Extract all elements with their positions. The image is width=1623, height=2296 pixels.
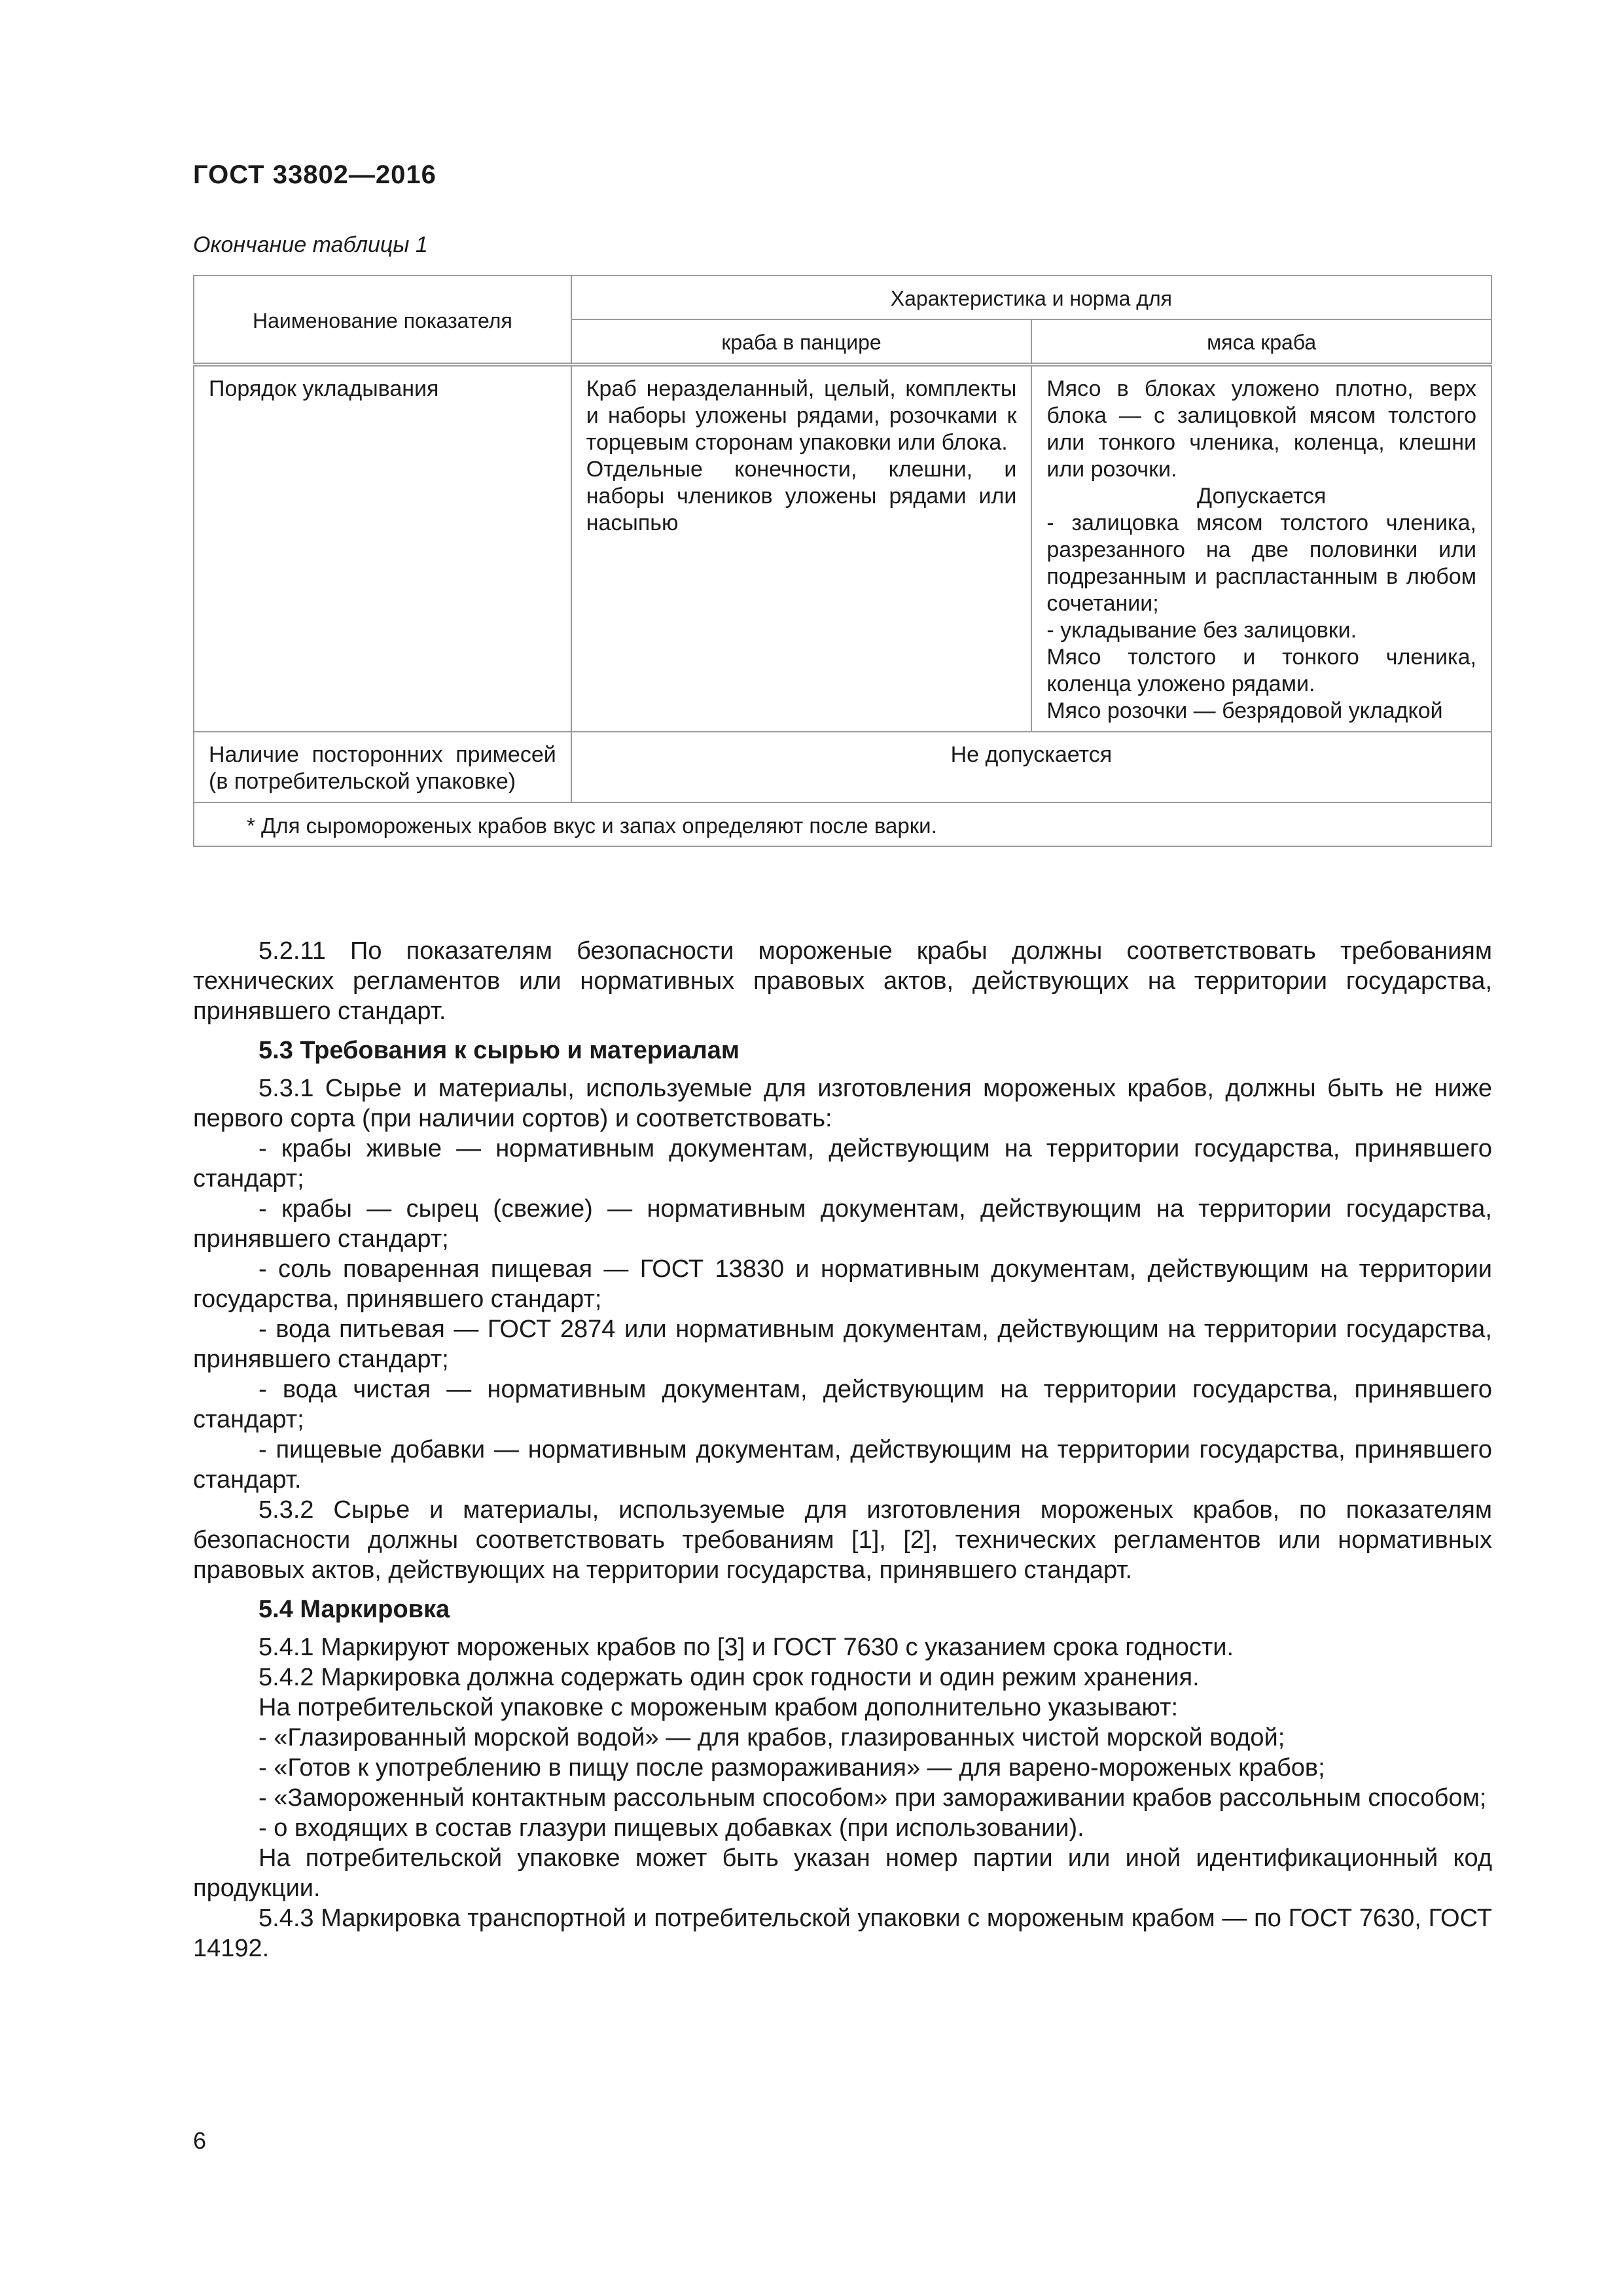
table-row	[194, 365, 1491, 732]
table-footnote: * Для сыромороженых крабов вкус и запах определяют после варки.	[194, 802, 1491, 846]
column-header-crab-in-shell: краба в панцире	[571, 319, 1032, 365]
paragraph-5-4-3: 5.4.3 Маркировка транспортной и потребительской упаковки с мороженым крабом — по ГОСТ 7630, ГОСТ 14192.	[193, 1905, 1492, 1962]
list-item: - крабы — сырец (свежие) — нормативным документам, действующим на территории государства, принявшего стандарт;	[193, 1195, 1492, 1253]
cell-text: Мясо в блоках уложено плотно, верх блока — с залицовкой мясом толстого или тонкого членика, коленца, клешни или розочки.	[1046, 376, 1476, 482]
column-header-indicator: Наименование показателя	[194, 276, 571, 365]
cell-text: - укладывание без залицовки.	[1046, 618, 1357, 643]
list-item: - «Замороженный контактным рассольным способом» при замораживании крабов рассольным способом;	[259, 1784, 1487, 1812]
row-name: Наличие посторонних примесей (в потребительской упаковке)	[194, 732, 571, 802]
paragraph-5-4-2: 5.4.2 Маркировка должна содержать один срок годности и один режим хранения.	[259, 1664, 1200, 1691]
paragraph-5-4-1: 5.4.1 Маркируют мороженых крабов по [3] и ГОСТ 7630 с указанием срока годности.	[259, 1634, 1234, 1661]
row-name: Порядок укладывания	[194, 365, 571, 732]
list-item: - вода питьевая — ГОСТ 2874 или нормативным документам, действующим на территории государства, принявшего стандарт;	[193, 1316, 1492, 1373]
column-group-header: Характеристика и норма для	[571, 276, 1491, 319]
page-number: 6	[193, 2127, 207, 2154]
table-row	[194, 732, 1491, 802]
document-header: ГОСТ 33802—2016	[193, 160, 437, 189]
section-title-5-4: 5.4 Маркировка	[259, 1596, 450, 1623]
cell-crab-meat	[1031, 365, 1491, 732]
cell-text: Отдельные конечности, клешни, и наборы члеников уложены рядами или насыпью	[586, 457, 1017, 535]
cell-text: - залицовка мясом толстого членика, разрезанного на две половинки или подрезанным и распластанным в любом сочетании;	[1046, 511, 1476, 616]
list-item: - «Глазированный морской водой» — для крабов, глазированных чистой морской водой;	[259, 1724, 1285, 1751]
body-text	[193, 936, 1492, 1964]
list-item: - соль поваренная пищевая — ГОСТ 13830 и нормативным документам, действующим на территории государства, принявшего стандарт;	[193, 1255, 1492, 1313]
cell-crab-in-shell	[571, 365, 1032, 732]
list-item: - пищевые добавки — нормативным документам, действующим на территории государства, принявшего стандарт.	[193, 1436, 1492, 1494]
characteristics-table	[193, 275, 1492, 847]
cell-text: Мясо розочки — безрядовой укладкой	[1046, 698, 1443, 723]
paragraph-5-3-1: 5.3.1 Сырье и материалы, используемые для изготовления мороженых крабов, должны быть не ниже первого сорта (при наличии сортов) и соответствовать:	[193, 1075, 1492, 1132]
paragraph-5-3-2: 5.3.2 Сырье и материалы, используемые для изготовления мороженых крабов, по показателям безопасности должны соответствовать требованиям [1], [2], технических регламентов или нормативных правовых актов, действующих на территории государства, принявшего стандарт.	[193, 1496, 1492, 1584]
column-header-crab-meat: мяса краба	[1031, 319, 1491, 365]
paragraph-batch-number: На потребительской упаковке может быть указан номер партии или иной идентификационный код продукции.	[193, 1844, 1492, 1902]
table-caption: Окончание таблицы 1	[193, 232, 428, 257]
cell-text: Мясо толстого и тонкого членика, коленца уложено рядами.	[1046, 645, 1476, 696]
list-item: - вода чистая — нормативным документам, действующим на территории государства, принявшего стандарт;	[193, 1376, 1492, 1433]
list-item: - крабы живые — нормативным документам, действующим на территории государства, принявшего стандарт;	[193, 1135, 1492, 1193]
cell-text: Краб неразделанный, целый, комплекты и наборы уложены рядами, розочками к торцевым сторонам упаковки или блока.	[586, 376, 1017, 455]
paragraph-5-2-11: 5.2.11 По показателям безопасности мороженые крабы должны соответствовать требованиям технических регламентов или нормативных правовых актов, действующих на территории государства, принявшего стандарт.	[193, 937, 1492, 1025]
cell-merged: Не допускается	[571, 732, 1491, 802]
table-footnote-row	[194, 802, 1491, 846]
list-item: - «Готов к употреблению в пищу после размораживания» — для варено-мороженых крабов;	[259, 1754, 1325, 1782]
section-title-5-3: 5.3 Требования к сырью и материалам	[259, 1037, 740, 1064]
cell-text-allowed: Допускается	[1197, 484, 1327, 509]
paragraph-consumer-package: На потребительской упаковке с мороженым крабом дополнительно указывают:	[259, 1694, 1179, 1721]
list-item: - о входящих в состав глазури пищевых добавках (при использовании).	[259, 1814, 1084, 1842]
